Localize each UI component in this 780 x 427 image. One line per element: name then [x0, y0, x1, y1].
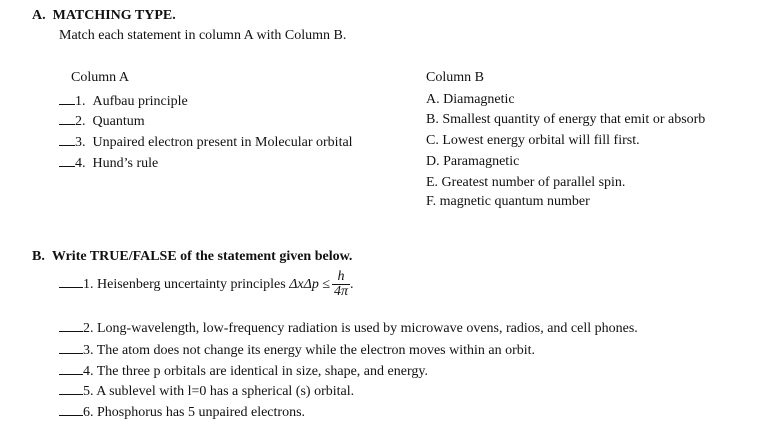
true-false-item: 2. Long-wavelength, low-frequency radiation is used by microwave ovens, radios, and cell phones.: [59, 319, 638, 337]
column-a-item: 2. Quantum: [59, 112, 145, 130]
answer-blank[interactable]: [59, 319, 83, 332]
true-false-item: 4. The three p orbitals are identical in size, shape, and energy.: [59, 362, 428, 380]
column-a-header: Column A: [71, 70, 129, 85]
answer-blank[interactable]: [59, 154, 75, 167]
column-a-item: 4. Hund’s rule: [59, 154, 158, 172]
column-b-header: Column B: [426, 70, 484, 85]
answer-blank[interactable]: [59, 362, 83, 375]
true-false-item: 5. A sublevel with l=0 has a spherical (s) orbital.: [59, 382, 354, 400]
section-a-title: A. MATCHING TYPE.: [32, 8, 176, 23]
answer-blank[interactable]: [59, 382, 83, 395]
answer-blank[interactable]: [59, 92, 75, 105]
column-b-item: D. Paramagnetic: [426, 154, 520, 169]
answer-blank[interactable]: [59, 275, 83, 288]
column-b-item: F. magnetic quantum number: [426, 194, 590, 209]
column-b-item: A. Diamagnetic: [426, 92, 515, 107]
section-b-title: B. Write TRUE/FALSE of the statement given below.: [32, 249, 353, 264]
answer-blank[interactable]: [59, 403, 83, 416]
formula-fraction: $\frac{h}{4\pi}$: [334, 269, 349, 300]
true-false-item: 6. Phosphorus has 5 unpaired electrons.: [59, 403, 305, 421]
uncertainty-formula: ΔxΔp ≤: [289, 277, 331, 292]
answer-blank[interactable]: [59, 341, 83, 354]
column-a-item: 1. Aufbau principle: [59, 92, 188, 110]
true-false-item: 3. The atom does not change its energy while the electron moves within an orbit.: [59, 341, 535, 359]
true-false-item: 1. Heisenberg uncertainty principles ΔxΔp ≤ $\frac{h}{4\pi}$ .: [59, 270, 354, 300]
answer-blank[interactable]: [59, 112, 75, 125]
column-b-item: C. Lowest energy orbital will fill first.: [426, 133, 640, 148]
column-a-item: 3. Unpaired electron present in Molecular orbital: [59, 133, 353, 151]
section-a-instruction: Match each statement in column A with Column B.: [59, 28, 347, 43]
answer-blank[interactable]: [59, 133, 75, 146]
column-b-item: B. Smallest quantity of energy that emit or absorb: [426, 112, 706, 127]
column-b-item: E. Greatest number of parallel spin.: [426, 175, 626, 190]
